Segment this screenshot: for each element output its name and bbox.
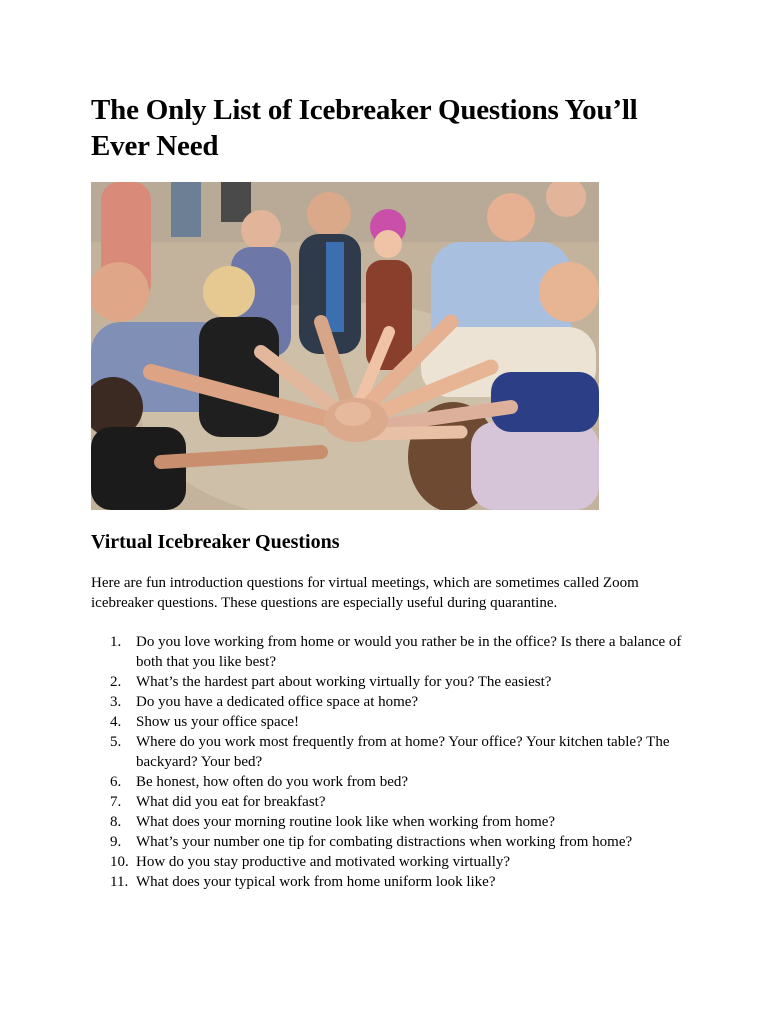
question-text: How do you stay productive and motivated working virtually? [136,854,511,870]
question-text: What does your morning routine look like when working from home? [136,814,556,830]
question-text: What did you eat for breakfast? [136,794,326,810]
list-item [91,732,691,772]
list-item [91,812,691,832]
document-title: The Only List of Icebreaker Questions You’ll Ever Need [91,94,638,162]
question-text: Be honest, how often do you work from bed? [136,774,409,790]
list-number: 11. [110,874,129,890]
list-item [91,852,691,872]
question-text: Do you love working from home or would you rather be in the office? Is there a balance of both that you like best? [136,634,682,670]
question-text: What’s the hardest part about working virtually for you? The easiest? [136,674,552,690]
list-item [91,692,691,712]
list-number: 10. [110,854,129,870]
question-list [91,632,691,892]
list-item [91,632,691,672]
list-item [91,832,691,852]
list-item [91,712,691,732]
list-number: 6. [110,774,122,790]
list-number: 5. [110,734,122,750]
list-number: 8. [110,814,122,830]
list-item [91,672,691,692]
question-text: Show us your office space! [136,714,300,730]
intro-paragraph: Here are fun introduction questions for virtual meetings, which are sometimes called Zoom icebreaker questions. These questions are especially useful during quarantine. [91,575,639,611]
question-text: What’s your number one tip for combating distractions when working from home? [136,834,633,850]
team-huddle-photo [91,182,599,510]
list-item [91,872,691,892]
list-number: 7. [110,794,122,810]
list-number: 2. [110,674,122,690]
list-number: 9. [110,834,122,850]
list-number: 4. [110,714,122,730]
list-number: 1. [110,634,122,650]
list-number: 3. [110,694,122,710]
list-item [91,792,691,812]
question-text: What does your typical work from home uniform look like? [136,874,496,890]
question-text: Do you have a dedicated office space at home? [136,694,419,710]
list-item [91,772,691,792]
question-text: Where do you work most frequently from at home? Your office? Your kitchen table? The backyard? Your bed? [136,734,670,770]
section-heading: Virtual Icebreaker Questions [91,531,340,553]
